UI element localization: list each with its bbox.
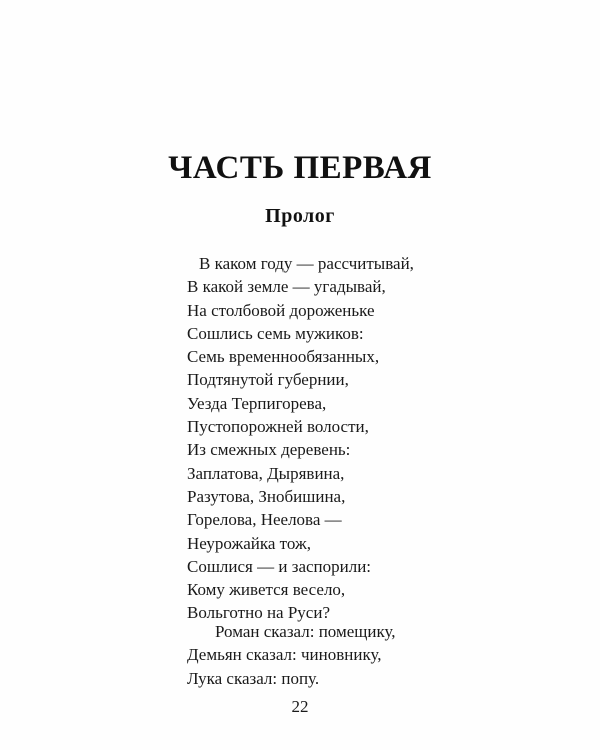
poem-line: В какой земле — угадывай, xyxy=(187,277,386,297)
poem-line: Лука сказал: попу. xyxy=(187,668,320,688)
poem-line: Уезда Терпигорева, xyxy=(187,393,327,413)
poem-line: Сошлися — и заспорили: xyxy=(187,556,372,576)
poem-line: Вольготно на Руси? xyxy=(187,603,330,623)
poem-line: Подтянутой губернии, xyxy=(187,370,349,390)
poem-line: Демьян сказал: чиновнику, xyxy=(187,645,382,665)
poem-line: В каком году — рассчитывай, xyxy=(199,254,414,273)
section-title: Пролог xyxy=(265,205,335,227)
poem-line: Неурожайка тож, xyxy=(187,533,311,553)
poem-stanza-1 xyxy=(187,252,414,625)
poem-line: Заплатова, Дырявина, xyxy=(187,463,345,483)
poem-line: Пустопорожней волости, xyxy=(187,417,369,437)
poem-line: Кому живется весело, xyxy=(187,580,346,600)
page-number: 22 xyxy=(291,697,309,716)
poem-line: Сошлись семь мужиков: xyxy=(187,323,364,343)
poem-line: Горелова, Неелова — xyxy=(187,510,342,530)
poem-line: На столбовой дороженьке xyxy=(187,300,375,320)
part-title: ЧАСТЬ ПЕРВАЯ xyxy=(168,150,432,186)
poem-line: Из смежных деревень: xyxy=(187,440,351,460)
poem-stanza-2 xyxy=(187,620,396,690)
poem-line: Семь временнообязанных, xyxy=(187,347,380,367)
poem-line: Разутова, Знобишина, xyxy=(187,486,346,506)
poem-line: Роман сказал: помещику, xyxy=(215,622,396,641)
